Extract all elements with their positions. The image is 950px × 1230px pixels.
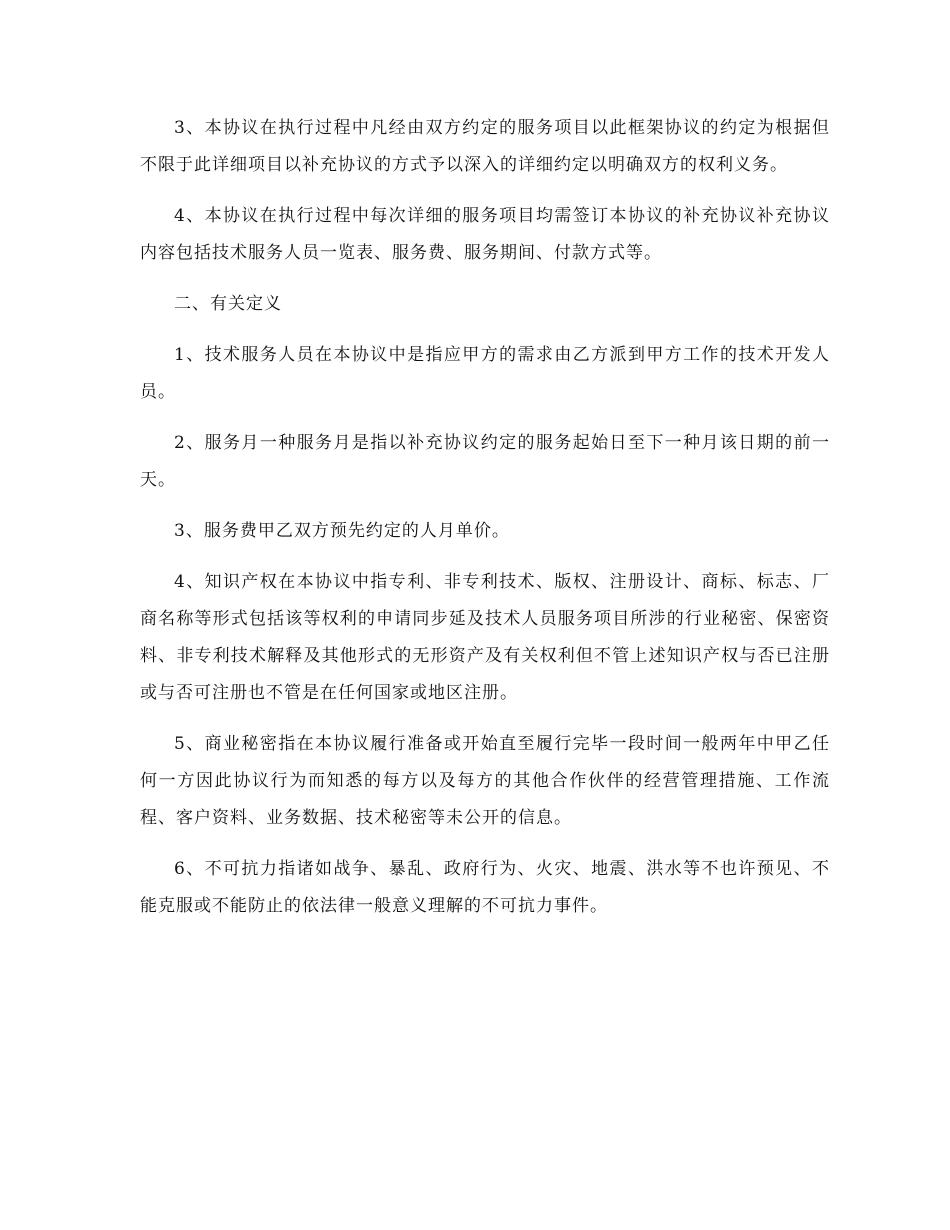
paragraph-definition-5: 5、商业秘密指在本协议履行准备或开始直至履行完毕一段时间一般两年中甲乙任何一方因此协议行为而知悉的每方以及每方的其他合作伙伴的经营管理措施、工作流程、客户资料、业务数据、技术秘密等未公开的信息。 (140, 734, 830, 828)
paragraph-clause-4: 4、本协议在执行过程中每次详细的服务项目均需签订本协议的补充协议补充协议内容包括技术服务人员一览表、服务费、服务期间、付款方式等。 (140, 206, 830, 263)
paragraph-clause-3: 3、本协议在执行过程中凡经由双方约定的服务项目以此框架协议的约定为根据但不限于此详细项目以补充协议的方式予以深入的详细约定以明确双方的权利义务。 (140, 118, 830, 175)
paragraph-definition-4: 4、知识产权在本协议中指专利、非专利技术、版权、注册设计、商标、标志、厂商名称等形式包括该等权利的申请同步延及技术人员服务项目所涉的行业秘密、保密资料、非专利技术解释及其他形式的无形资产及有关权利但不管上述知识产权与否已注册或与否可注册也不管是在任何国家或地区注册。 (140, 572, 830, 703)
paragraph-definition-3: 3、服务费甲乙双方预先约定的人月单价。 (174, 521, 510, 541)
section-heading-definitions: 二、有关定义 (174, 294, 282, 314)
paragraph-definition-1: 1、技术服务人员在本协议中是指应甲方的需求由乙方派到甲方工作的技术开发人员。 (140, 345, 830, 402)
paragraph-definition-2: 2、服务月一种服务月是指以补充协议约定的服务起始日至下一种月该日期的前一天。 (140, 433, 830, 490)
paragraph-definition-6: 6、不可抗力指诸如战争、暴乱、政府行为、火灾、地震、洪水等不也许预见、不能克服或不能防止的依法律一般意义理解的不可抗力事件。 (140, 859, 830, 916)
